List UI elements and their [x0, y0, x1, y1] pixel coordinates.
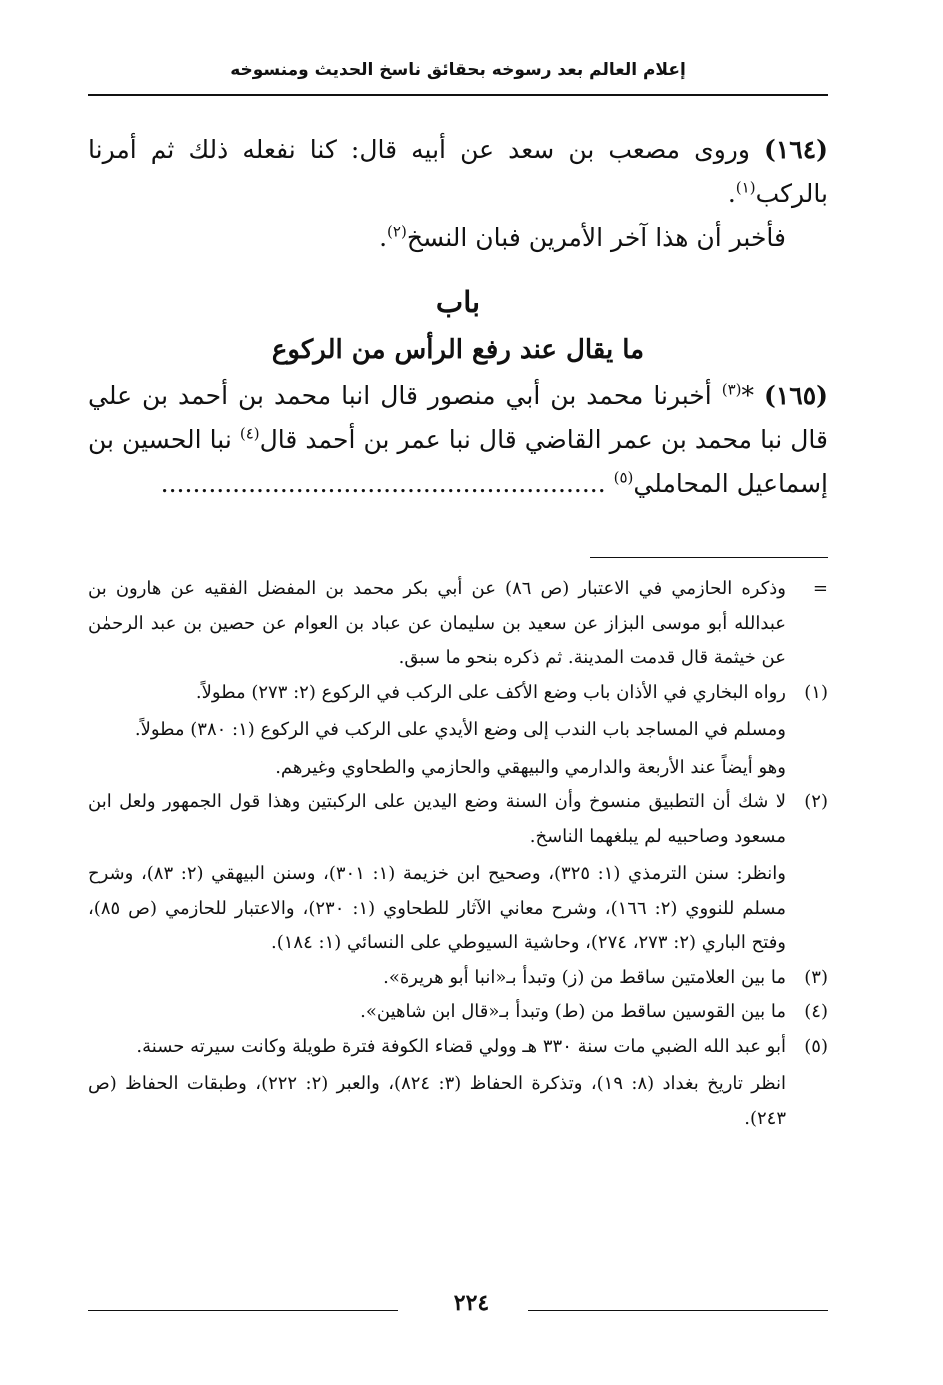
hadith-end: .: [727, 179, 736, 208]
hadith-text: أخبرنا محمد بن أبي منصور قال انبا محمد بن أحمد بن علي قال نبا محمد بن عمر القاضي قال نبا عمر بن أحمد قال: [88, 381, 828, 454]
footnote-body: [88, 676, 786, 786]
footnote-paragraph: وهو أيضاً عند الأربعة والدارمي والبيهقي والحازمي والطحاوي وغيرهم.: [275, 756, 786, 778]
footnote-paragraph: لا شك أن التطبيق منسوخ وأن السنة وضع اليدين على الركبتين وهذا قول الجمهور ولعل ابن مسعود وصاحبيه لم يبلغهما الناسخ.: [88, 791, 786, 847]
footnote-body: [88, 961, 786, 996]
footnote-ref: (٤): [239, 424, 260, 443]
footnote-1: [88, 676, 828, 786]
footnote-4: [88, 995, 828, 1030]
footnote-ref: (٢): [387, 222, 407, 241]
footnote-marker: =: [812, 578, 828, 599]
footnote-paragraph: وذكره الحازمي في الاعتبار (ص ٨٦) عن أبي بكر محمد بن المفضل الفقيه عن هارون بن عبدالله أبو موسى البزاز عن سعيد بن سليمان عن عباد بن العوام عن حصين بن عبد الرحمٰن عن خيثمة قال قدمت المدينة. ثم ذكره بنحو ما سبق.: [88, 578, 786, 668]
footnote-continuation: [88, 572, 828, 676]
footnote-body: [88, 785, 786, 961]
footnote-paragraph: وانظر: سنن الترمذي (١: ٣٢٥)، وصحيح ابن خزيمة (١: ٣٠١)، وسنن البيهقي (٢: ٨٣)، وشرح مسلم للنووي (٢: ١٦٦)، وشرح معاني الآثار للطحاوي (١: ٢٣٠)، والاعتبار للحازمي (ص ٨٥)، وفتح الباري (٢: ٢٧٣، ٢٧٤)، وحاشية السيوطي على النسائي (١: ١٨٤).: [88, 863, 786, 953]
hadith-number: (١٦٤): [764, 135, 828, 164]
footnote-paragraph: انظر تاريخ بغداد (٨: ١٩)، وتذكرة الحفاظ (٣: ٨٢٤)، والعبر (٢: ٢٢٢)، وطبقات الحفاظ (ص ٢٤٣).: [88, 1073, 786, 1129]
footnote-paragraph: ومسلم في المساجد باب الندب إلى وضع الأيدي على الركب في الركوع (١: ٣٨٠) مطولاً.: [134, 719, 786, 740]
footnote-marker: (٢): [804, 791, 828, 812]
star-mark: *: [741, 381, 765, 410]
hadith-number: (١٦٥): [764, 381, 828, 410]
hadith-164: [88, 128, 828, 216]
footnotes: [88, 572, 828, 1136]
hadith-text: وروى مصعب بن سعد عن أبيه قال: كنا نفعله ذلك ثم أمرنا بالركب: [88, 135, 828, 208]
footnote-marker: (٤): [804, 1001, 828, 1022]
footnote-3: [88, 961, 828, 996]
footnote-5: [88, 1030, 828, 1137]
footnote-separator: [590, 557, 828, 558]
footnote-body: [88, 1030, 786, 1137]
footnote-ref: (٣): [721, 380, 742, 399]
hadith-165: [88, 374, 828, 506]
main-text: [88, 128, 828, 506]
footnote-body: [88, 572, 786, 676]
conclusion-end: .: [379, 223, 388, 252]
conclusion-text: فأخبر أن هذا آخر الأمرين فبان النسخ: [406, 223, 786, 252]
footnote-body: [88, 995, 786, 1030]
footnote-ref: (٥): [613, 468, 634, 487]
footnote-ref: (١): [735, 178, 756, 197]
page-number: ٢٢٤: [453, 1290, 490, 1316]
hadith-text: نبا الحسين بن إسماعيل المحاملي: [88, 425, 828, 498]
footnote-paragraph: ما بين القوسين ساقط من (ط) وتبدأ بـ«قال ابن شاهين».: [360, 1001, 786, 1022]
footnote-marker: (٥): [804, 1035, 828, 1057]
footnote-paragraph: أبو عبد الله الضبي مات سنة ٣٣٠ هـ وولي قضاء الكوفة فترة طويلة وكانت سيرته حسنة.: [136, 1035, 786, 1057]
section-heading: باب: [435, 285, 481, 319]
running-header: إعلام العالم بعد رسوخه بحقائق ناسخ الحديث ومنسوخه: [230, 60, 686, 80]
header-rule: [88, 94, 828, 96]
footnote-marker: (١): [804, 681, 828, 703]
conclusion: [88, 216, 828, 260]
footnote-2: [88, 785, 828, 961]
footnote-marker: (٣): [804, 966, 828, 988]
footnote-paragraph: رواه البخاري في الأذان باب وضع الأكف على الركب في الركوع (٢: ٢٧٣) مطولاً.: [195, 681, 786, 703]
ellipsis-dots: ........................................................: [160, 469, 614, 498]
footnote-paragraph: ما بين العلامتين ساقط من (ز) وتبدأ بـ«انبا أبو هريرة».: [383, 966, 786, 988]
section-subtitle: ما يقال عند رفع الرأس من الركوع: [271, 335, 645, 365]
